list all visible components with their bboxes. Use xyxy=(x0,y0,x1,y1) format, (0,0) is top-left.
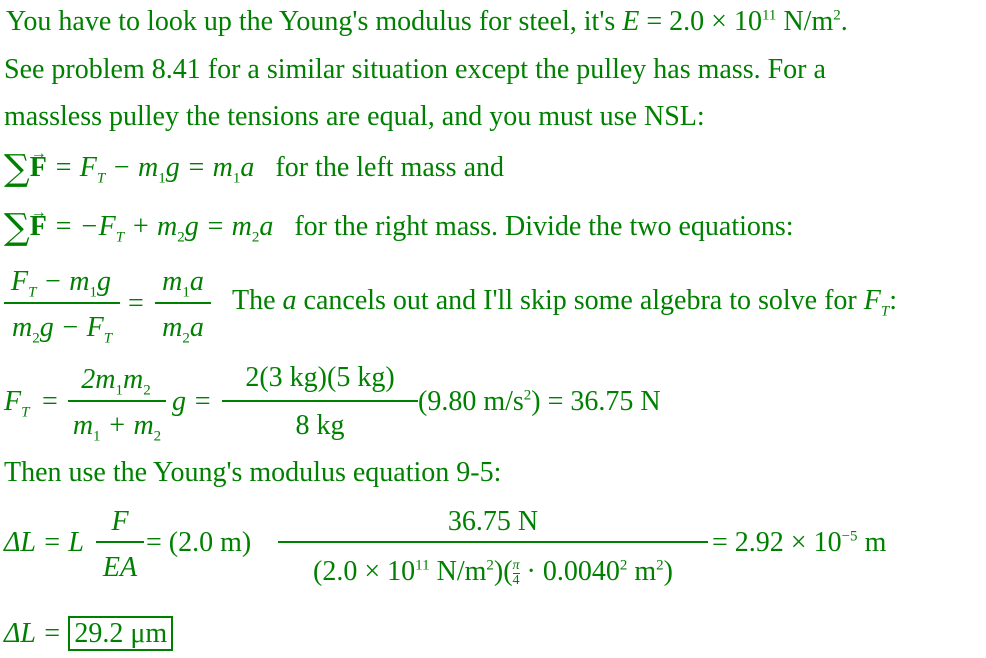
delta-l-numerator-f: F xyxy=(111,506,129,537)
equation-left-mass: ∑→ $F = F_T - m_1g = m_1a$ for the left mass and xyxy=(4,152,504,185)
ratio-denominator-right: $m_2a$ xyxy=(162,312,204,347)
line-problem-reference: See problem 8.41 for a similar situation except the pulley has mass. For a xyxy=(4,54,826,85)
tension-result: (9.80 $m/s^2) = 36.75$ N xyxy=(418,386,661,417)
ratio-bar-right xyxy=(155,302,211,304)
tension-denominator-numeric: 8 kg xyxy=(295,410,345,441)
delta-l-lhs: ΔL = L xyxy=(4,527,84,558)
line-massless-pulley: massless pulley the tensions are equal, and you must use NSL: xyxy=(4,101,705,132)
ratio-bar-left xyxy=(4,302,120,304)
line-youngs-modulus-lookup: You have to look up the Young's modulus for steel, it's $E = 2.0 \times 10^{11}$ $N/m^2$. xyxy=(6,6,848,37)
tension-numerator-numeric: 2(3 kg)(5 kg) xyxy=(245,362,395,393)
ratio-numerator-right: $m_1a$ xyxy=(162,266,204,301)
delta-l-result: = $2.92 \times 10^{-5}$ m xyxy=(712,527,887,558)
delta-l-length: = (2.0 m) xyxy=(146,527,252,558)
delta-l-bar-fea xyxy=(96,541,144,543)
delta-l-denominator-area: ($2.0 \times 10^{11}$ $N/m^2$)( $\frac{\pi}{4}$ · $0.0040^2$ $m^2$) xyxy=(313,556,673,589)
tension-equals: = xyxy=(42,386,58,417)
delta-l-numerator-force: 36.75 N xyxy=(447,506,539,537)
line-youngs-equation: Then use the Young's modulus equation 9-5: xyxy=(4,457,502,488)
ratio-explanation: The a cancels out and I'll skip some algebra to solve for $F_T$: xyxy=(232,285,897,320)
tension-numerator-symbolic: $2m_1m_2$ xyxy=(81,364,151,399)
answer-box: 29.2 μm xyxy=(68,616,173,651)
tension-denominator-symbolic: $m_1 + m_2$ xyxy=(72,410,162,445)
pi-over-four: $\frac{\pi}{4}$ xyxy=(512,558,520,589)
ratio-equals: = xyxy=(128,288,144,319)
tension-bar-symbolic xyxy=(68,400,166,402)
equation-right-mass: ∑→ $F = -F_T + m_2g = m_2a$ for the right mass. Divide the two equations: xyxy=(4,211,794,244)
tension-bar-numeric xyxy=(222,400,418,402)
tension-g: g = xyxy=(172,386,212,417)
ratio-numerator-left: $F_T - m_1g$ xyxy=(10,266,112,301)
delta-l-bar-main xyxy=(278,541,708,543)
final-answer: ΔL = 29.2 μm xyxy=(4,618,173,650)
tension-lhs: $F_T$ xyxy=(4,386,30,421)
ratio-denominator-left: $m_2g - F_T$ xyxy=(11,312,113,347)
delta-l-denominator-ea: EA xyxy=(102,552,138,583)
